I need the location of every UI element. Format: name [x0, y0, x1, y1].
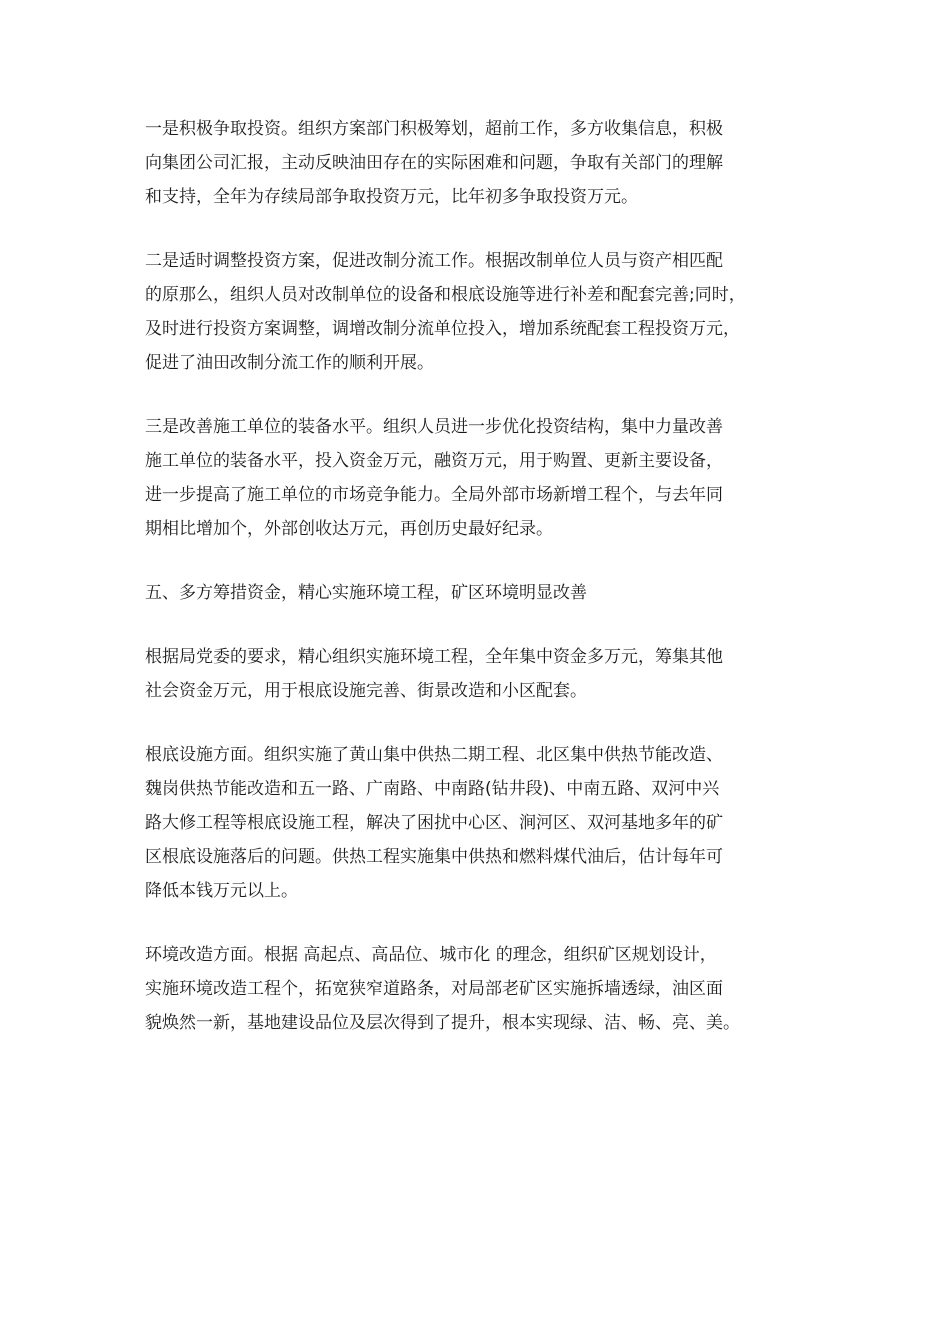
text-line: 期相比增加个，外部创收达万元，再创历史最好纪录。 — [145, 519, 553, 539]
text-line: 路大修工程等根底设施工程，解决了困扰中心区、涧河区、双河基地多年的矿 — [145, 813, 723, 833]
text-line: 促进了油田改制分流工作的顺利开展。 — [145, 353, 434, 373]
paragraph-invest-2 — [145, 244, 820, 380]
text-line: 实施环境改造工程个，拓宽狭窄道路条，对局部老矿区实施拆墙透绿，油区面 — [145, 979, 723, 999]
paragraph-invest-3 — [145, 410, 820, 546]
section-heading-5 — [145, 576, 820, 610]
text-line: 的原那么，组织人员对改制单位的设备和根底设施等进行补差和配套完善;同时， — [145, 285, 746, 305]
paragraph-invest-1 — [145, 112, 820, 214]
text-line: 进一步提高了施工单位的市场竞争能力。全局外部市场新增工程个，与去年同 — [145, 485, 723, 505]
text-line: 向集团公司汇报，主动反映油田存在的实际困难和问题，争取有关部门的理解 — [145, 153, 723, 173]
text-line: 五、多方筹措资金，精心实施环境工程，矿区环境明显改善 — [145, 583, 587, 603]
text-line: 根底设施方面。组织实施了黄山集中供热二期工程、北区集中供热节能改造、 — [145, 745, 723, 765]
text-line: 区根底设施落后的问题。供热工程实施集中供热和燃料煤代油后，估计每年可 — [145, 847, 723, 867]
text-line: 环境改造方面。根据 高起点、高品位、城市化 的理念，组织矿区规划设计， — [145, 945, 717, 965]
text-line: 及时进行投资方案调整，调增改制分流单位投入，增加系统配套工程投资万元， — [145, 319, 740, 339]
text-line: 三是改善施工单位的装备水平。组织人员进一步优化投资结构，集中力量改善 — [145, 417, 723, 437]
text-line: 根据局党委的要求，精心组织实施环境工程，全年集中资金多万元，筹集其他 — [145, 647, 723, 667]
document-body — [145, 112, 820, 1070]
text-line: 魏岗供热节能改造和五一路、广南路、中南路(钻井段)、中南五路、双河中兴 — [145, 779, 720, 799]
text-line: 降低本钱万元以上。 — [145, 881, 298, 901]
paragraph-environment-intro — [145, 640, 820, 708]
text-line: 二是适时调整投资方案，促进改制分流工作。根据改制单位人员与资产相匹配 — [145, 251, 723, 271]
text-line: 貌焕然一新，基地建设品位及层次得到了提升，根本实现绿、洁、畅、亮、美。 — [145, 1013, 740, 1033]
text-line: 一是积极争取投资。组织方案部门积极筹划，超前工作，多方收集信息，积极 — [145, 119, 723, 139]
paragraph-environment-renovation — [145, 938, 820, 1040]
paragraph-infrastructure — [145, 738, 820, 908]
text-line: 社会资金万元，用于根底设施完善、街景改造和小区配套。 — [145, 681, 587, 701]
text-line: 施工单位的装备水平，投入资金万元，融资万元，用于购置、更新主要设备， — [145, 451, 723, 471]
text-line: 和支持，全年为存续局部争取投资万元，比年初多争取投资万元。 — [145, 187, 638, 207]
